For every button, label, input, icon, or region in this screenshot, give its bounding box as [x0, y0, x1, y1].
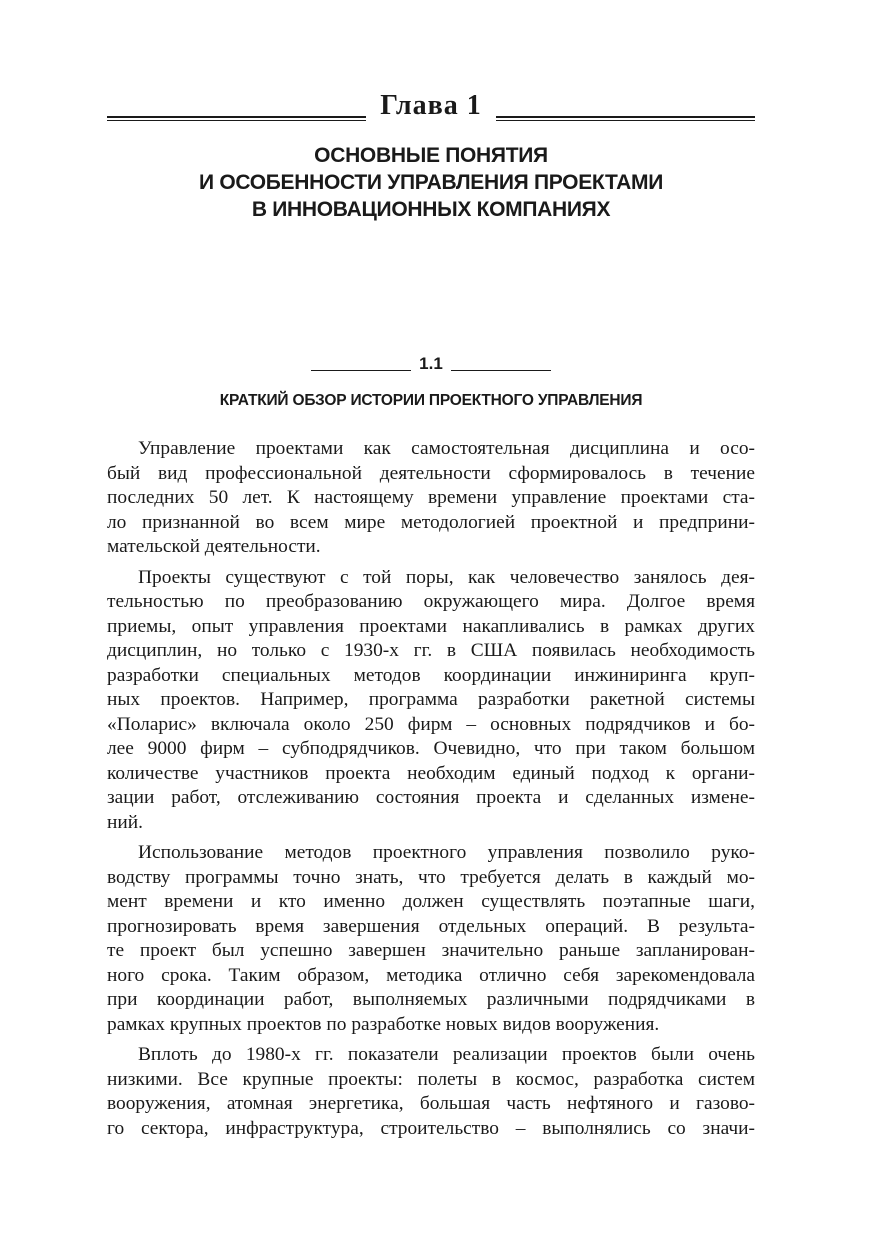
paragraph-line: низкими. Все крупные проекты: полеты в космос, разработка систем: [107, 1068, 755, 1090]
paragraph-line: бый вид профессиональной деятельности сформировалось в течение: [107, 462, 755, 484]
paragraph-line: прогнозировать время завершения отдельных операций. В результа-: [107, 915, 755, 937]
section-number: 1.1: [419, 354, 443, 373]
paragraph-line: рамках крупных проектов по разработке новых видов вооружения.: [107, 1013, 660, 1035]
paragraph-line: Вплоть до 1980-х гг. показатели реализации проектов были очень: [138, 1044, 755, 1065]
section-number-row: [107, 354, 755, 374]
section-title: КРАТКИЙ ОБЗОР ИСТОРИИ ПРОЕКТНОГО УПРАВЛЕНИЯ: [219, 392, 643, 409]
paragraph: [107, 437, 755, 560]
section-rule-right: [451, 370, 551, 371]
chapter-title: Глава 1: [380, 90, 482, 121]
document-page: [107, 0, 755, 1240]
paragraph-line: мательской деятельности.: [107, 536, 321, 557]
paragraph-line: водству программы точно знать, что требуется делать в каждый мо-: [107, 866, 755, 888]
paragraph-line: разработки специальных методов координации инжиниринга круп-: [107, 664, 755, 686]
paragraph-line: Использование методов проектного управления позволило руко-: [138, 842, 755, 863]
paragraph-line: те проект был успешно завершен значительно раньше запланирован-: [107, 940, 755, 961]
chapter-rule-left: [107, 116, 366, 122]
chapter-subtitle-line: И ОСОБЕННОСТИ УПРАВЛЕНИЯ ПРОЕКТАМИ: [198, 171, 664, 194]
paragraph-line: го сектора, инфраструктура, строительство – выполнялись со значи-: [107, 1117, 755, 1139]
paragraph-line: ных проектов. Например, программа разработки ракетной системы: [107, 689, 755, 710]
paragraph-line: Проекты существуют с той поры, как человечество занялось дея-: [138, 566, 755, 588]
chapter-subtitle-line: ОСНОВНЫЕ ПОНЯТИЯ: [314, 144, 548, 167]
paragraph-line: ного срока. Таким образом, методика отлично себя зарекомендовала: [107, 964, 755, 986]
paragraph-line: ло признанной во всем мире методологией проектной и предприни-: [107, 511, 755, 533]
paragraph-line: мент времени и кто именно должен существлять поэтапные шаги,: [107, 891, 755, 912]
chapter-subtitle-line: В ИННОВАЦИОННЫХ КОМПАНИЯХ: [251, 198, 611, 221]
paragraph-line: Управление проектами как самостоятельная дисциплина и осо-: [138, 438, 755, 459]
chapter-header: [107, 86, 755, 126]
body-text: [107, 437, 755, 1147]
chapter-subtitle: [107, 142, 755, 223]
paragraph-line: тельностью по преобразованию окружающего мира. Долгое время: [107, 591, 755, 612]
paragraph-line: «Поларис» включала около 250 фирм – основных подрядчиков и бо-: [107, 713, 755, 735]
paragraph: [107, 566, 755, 836]
paragraph: [107, 841, 755, 1037]
paragraph: [107, 1043, 755, 1141]
section-rule-left: [311, 370, 411, 371]
paragraph-line: лее 9000 фирм – субподрядчиков. Очевидно, что при таком большом: [107, 738, 755, 759]
paragraph-line: ний.: [107, 811, 143, 833]
paragraph-line: последних 50 лет. К настоящему времени управление проектами ста-: [107, 487, 755, 508]
paragraph-line: зации работ, отслеживанию состояния проекта и сделанных измене-: [107, 787, 755, 808]
paragraph-line: при координации работ, выполняемых различными подрядчиками в: [107, 989, 755, 1010]
paragraph-line: дисциплин, но только с 1930-х гг. в США появилась необходимость: [107, 640, 755, 661]
chapter-rule-right: [496, 116, 755, 122]
paragraph-line: приемы, опыт управления проектами накапливались в рамках других: [107, 615, 755, 637]
paragraph-line: вооружения, атомная энергетика, большая часть нефтяного и газово-: [107, 1093, 755, 1114]
paragraph-line: количестве участников проекта необходим единый подход к органи-: [107, 762, 755, 784]
